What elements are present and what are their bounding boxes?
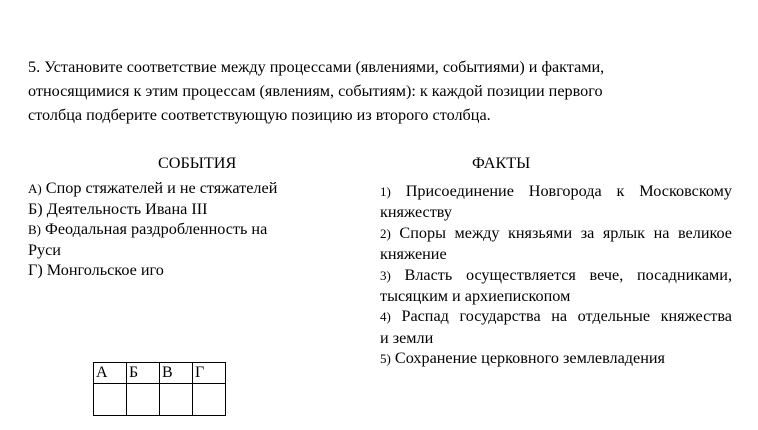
- fact-text: Власть осуществляется вече, посадниками,: [404, 265, 732, 284]
- fact-item-1: [380, 181, 732, 223]
- answer-table: [93, 362, 226, 416]
- event-marker: Б): [28, 200, 43, 218]
- answer-table-header-row: [94, 363, 226, 384]
- fact-marker: 4): [380, 309, 391, 325]
- event-marker: Г): [28, 261, 43, 279]
- answer-header-a: А: [94, 363, 127, 384]
- fact-text-continued: княжение: [380, 245, 447, 264]
- fact-marker: 2): [380, 225, 391, 241]
- answer-header-g: Г: [193, 363, 226, 384]
- answer-cell-b[interactable]: [127, 384, 160, 416]
- question-text: [28, 55, 718, 127]
- fact-marker: 1): [380, 184, 391, 199]
- event-item-g: [28, 260, 328, 280]
- event-marker: А): [28, 181, 42, 196]
- facts-column-header: ФАКТЫ: [472, 154, 531, 172]
- event-item-v: [28, 219, 328, 260]
- event-text: Деятельность Ивана III: [46, 200, 208, 218]
- event-item-a: [28, 178, 328, 199]
- fact-text: Распад государства на отдельные княжества: [401, 307, 732, 326]
- question-line-1: 5. Установите соответствие между процессами (явлениями, событиями) и фактами,: [28, 58, 605, 76]
- fact-text: Сохранение церковного землевладения: [394, 349, 665, 368]
- events-column-header: СОБЫТИЯ: [158, 154, 237, 172]
- answer-header-v: В: [160, 363, 193, 384]
- facts-list: [380, 181, 732, 370]
- fact-marker: 3): [380, 267, 391, 283]
- fact-item-5: [380, 348, 732, 369]
- answer-cell-v[interactable]: [160, 384, 193, 416]
- answer-header-b: Б: [127, 363, 160, 384]
- event-text: Спор стяжателей и не стяжателей: [45, 179, 278, 197]
- event-text-continued: Руси: [28, 241, 61, 259]
- event-marker: В): [28, 222, 41, 237]
- events-list: [28, 178, 328, 280]
- event-item-b: [28, 199, 328, 219]
- question-line-2: относящимися к этим процессам (явлениям, событиям): к каждой позиции первого: [28, 82, 603, 100]
- event-text: Монгольское иго: [46, 261, 164, 279]
- fact-item-2: [380, 223, 732, 265]
- fact-text-continued: и земли: [380, 328, 434, 347]
- fact-marker: 5): [380, 351, 391, 367]
- answer-table-input-row: [94, 384, 226, 416]
- answer-cell-g[interactable]: [193, 384, 226, 416]
- fact-text-continued: княжеству: [380, 203, 452, 222]
- fact-text: Споры между князьями за ярлык на великое: [399, 223, 732, 242]
- event-text: Феодальная раздробленность на: [45, 220, 268, 238]
- fact-text: Присоединение Новгорода к Московскому: [405, 182, 733, 200]
- fact-item-3: [380, 265, 732, 307]
- question-line-3: столбца подберите соответствующую позицию из второго столбца.: [28, 106, 491, 124]
- fact-text-continued: тысяцким и архиепископом: [380, 287, 571, 306]
- answer-cell-a[interactable]: [94, 384, 127, 416]
- fact-item-4: [380, 306, 732, 348]
